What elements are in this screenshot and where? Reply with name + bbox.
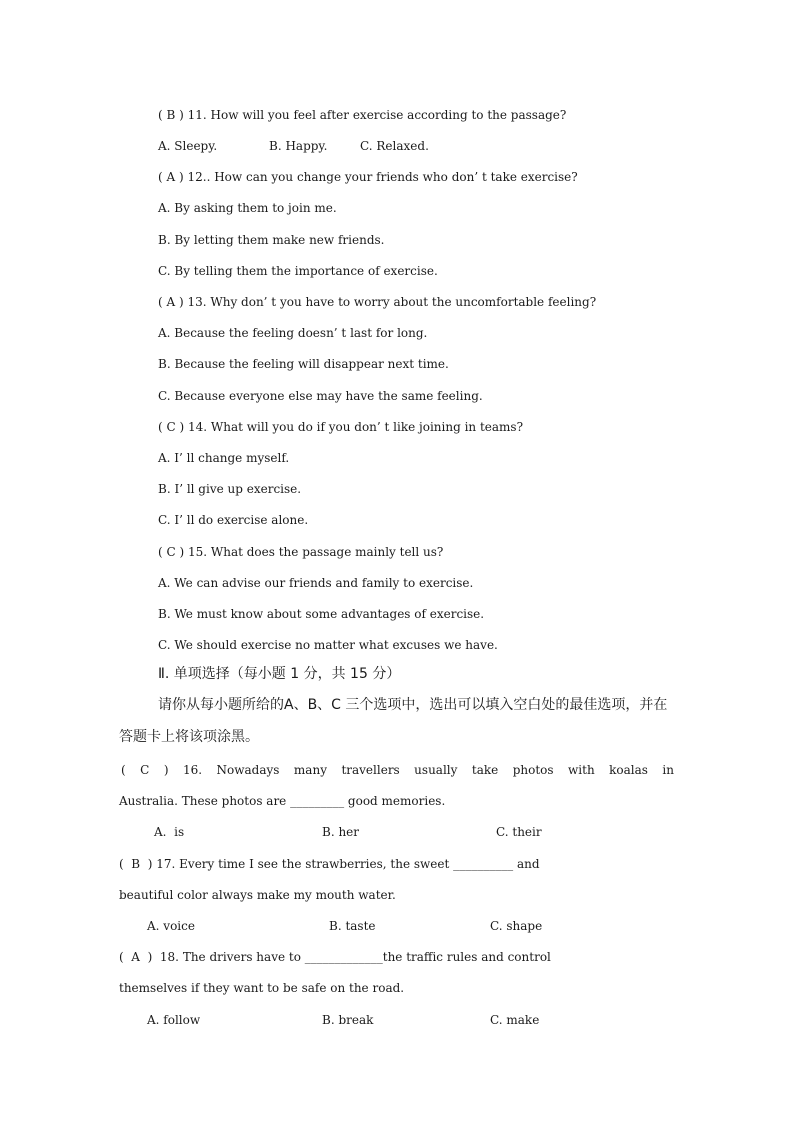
option-c: C. shape: [490, 919, 543, 933]
bracket-open: (: [158, 545, 167, 559]
bracket-close: ): [175, 545, 188, 559]
bracket-open: (: [158, 108, 167, 122]
bracket-open: (: [158, 295, 167, 309]
option-a: A. I’ ll change myself.: [158, 451, 290, 465]
option-a: A. Because the feeling doesn’ t last for long.: [158, 326, 428, 340]
question-text: 14. What will you do if you don’ t like joining in teams?: [188, 420, 524, 434]
section-instruction-line1: 请你从每小题所给的A、B、C 三个选项中，选出可以填入空白处的最佳选项，并在: [158, 697, 668, 713]
option-a: A. Sleepy.: [158, 139, 218, 153]
question-11: [158, 107, 566, 123]
question-16-line1: ( C ) 16. Nowadays many travellers usually take photos with koalas in: [121, 763, 674, 777]
question-18-line2: themselves if they want to be safe on the road.: [119, 981, 405, 995]
option-b: B. I’ ll give up exercise.: [158, 482, 302, 496]
option-c: C. their: [496, 825, 542, 839]
answer-blank: _________: [290, 794, 345, 808]
question-text: 15. What does the passage mainly tell us?: [188, 545, 444, 559]
option-b: B. By letting them make new friends.: [158, 233, 385, 247]
question-14: [158, 419, 523, 435]
option-a: A. By asking them to join me.: [158, 201, 337, 215]
option-a: A. follow: [147, 1013, 201, 1027]
answer-letter: C: [166, 545, 176, 559]
bracket-open: (: [158, 170, 167, 184]
answer-letter: B: [166, 108, 176, 122]
bracket-open: (: [158, 420, 167, 434]
question-text: good memories.: [344, 794, 446, 808]
question-16-line2: [119, 793, 445, 809]
option-c: C. By telling them the importance of exercise.: [158, 264, 438, 278]
option-a: A. We can advise our friends and family to exercise.: [158, 576, 474, 590]
option-b: B. We must know about some advantages of exercise.: [158, 607, 485, 621]
answer-letter: C: [166, 420, 176, 434]
option-a: A. is: [154, 825, 185, 839]
question-text: ( A ) 18. The drivers have to: [119, 950, 305, 964]
section-instruction-line2: 答题卡上将该项涂黑。: [119, 729, 259, 745]
question-text: and: [513, 857, 540, 871]
bracket-close: ): [175, 295, 188, 309]
question-12: [158, 169, 578, 185]
question-text: 13. Why don’ t you have to worry about the uncomfortable feeling?: [187, 295, 597, 309]
question-text: 12.. How can you change your friends who don’ t take exercise?: [187, 170, 578, 184]
answer-letter: A: [166, 295, 176, 309]
question-text: 11. How will you feel after exercise according to the passage?: [187, 108, 567, 122]
option-c: C. I’ ll do exercise alone.: [158, 513, 309, 527]
question-17-line2: beautiful color always make my mouth water.: [119, 888, 396, 902]
option-c: C. Because everyone else may have the same feeling.: [158, 389, 483, 403]
answer-letter: A: [166, 170, 176, 184]
option-b: B. Happy.: [269, 139, 328, 153]
option-a: A. voice: [147, 919, 195, 933]
question-text: Australia. These photos are: [119, 794, 291, 808]
question-text: ( B ) 17. Every time I see the strawberries, the sweet: [119, 857, 454, 871]
question-13: [158, 294, 596, 310]
question-17-line1: [119, 856, 540, 872]
answer-blank: _____________: [304, 950, 383, 964]
question-18-line1: [119, 949, 551, 965]
bracket-close: ): [175, 420, 188, 434]
option-c: C. Relaxed.: [360, 139, 429, 153]
option-b: B. Because the feeling will disappear next time.: [158, 357, 449, 371]
option-c: C. We should exercise no matter what excuses we have.: [158, 638, 498, 652]
bracket-close: ): [175, 170, 188, 184]
question-15: [158, 544, 443, 560]
answer-blank: __________: [453, 857, 514, 871]
option-b: B. break: [322, 1013, 374, 1027]
section-heading: Ⅱ. 单项选择（每小题 1 分，共 15 分）: [158, 666, 401, 682]
option-b: B. her: [322, 825, 360, 839]
question-text: the traffic rules and control: [382, 950, 551, 964]
option-b: B. taste: [329, 919, 376, 933]
bracket-close: ): [175, 108, 188, 122]
option-c: C. make: [490, 1013, 540, 1027]
